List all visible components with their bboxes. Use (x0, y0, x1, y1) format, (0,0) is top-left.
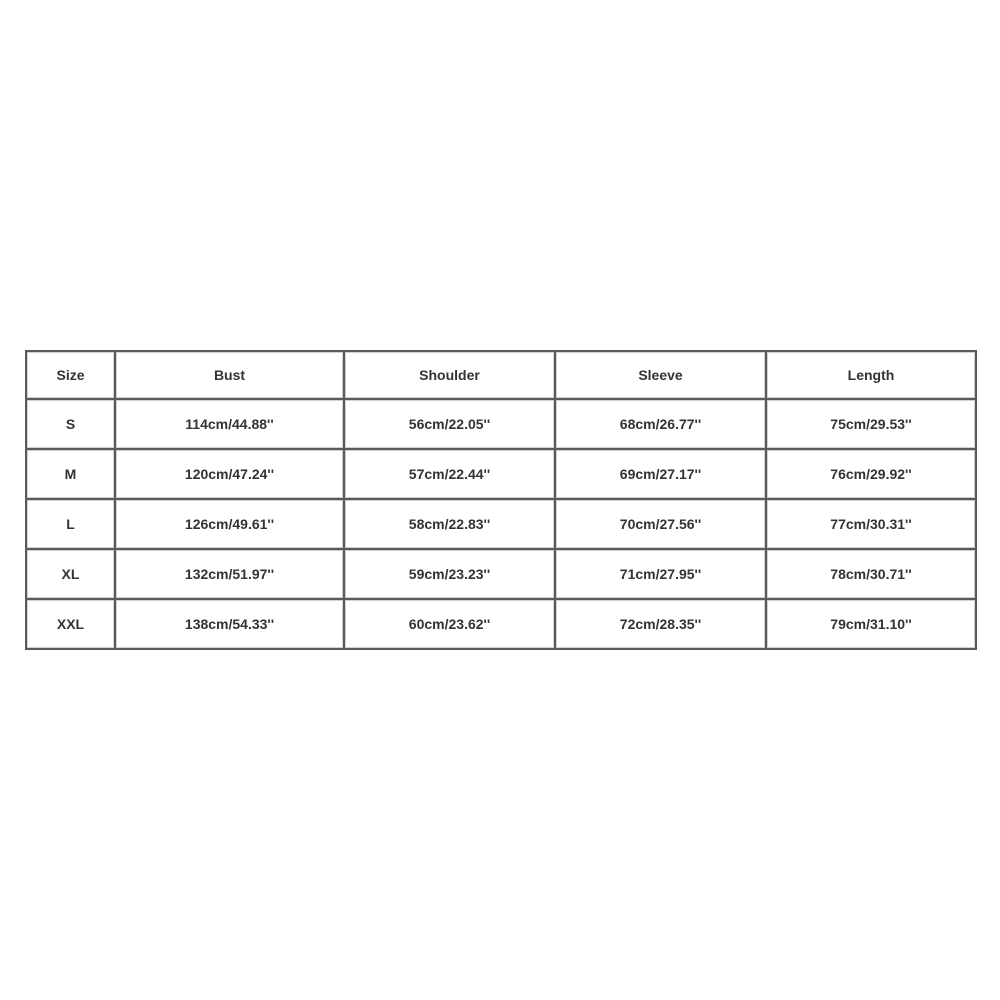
header-shoulder: Shoulder (344, 351, 555, 399)
header-bust: Bust (115, 351, 344, 399)
cell-shoulder: 60cm/23.62'' (344, 599, 555, 649)
cell-bust: 114cm/44.88'' (115, 399, 344, 449)
cell-sleeve: 68cm/26.77'' (555, 399, 766, 449)
cell-shoulder: 58cm/22.83'' (344, 499, 555, 549)
cell-size: XXL (26, 599, 115, 649)
table-row (26, 599, 976, 649)
cell-sleeve: 72cm/28.35'' (555, 599, 766, 649)
cell-length: 79cm/31.10'' (766, 599, 976, 649)
cell-sleeve: 70cm/27.56'' (555, 499, 766, 549)
size-chart-table (25, 350, 977, 650)
header-sleeve: Sleeve (555, 351, 766, 399)
cell-size: L (26, 499, 115, 549)
table-row (26, 499, 976, 549)
cell-sleeve: 71cm/27.95'' (555, 549, 766, 599)
cell-size: XL (26, 549, 115, 599)
cell-length: 76cm/29.92'' (766, 449, 976, 499)
header-size: Size (26, 351, 115, 399)
cell-length: 77cm/30.31'' (766, 499, 976, 549)
cell-bust: 126cm/49.61'' (115, 499, 344, 549)
cell-size: S (26, 399, 115, 449)
cell-size: M (26, 449, 115, 499)
cell-shoulder: 56cm/22.05'' (344, 399, 555, 449)
cell-shoulder: 59cm/23.23'' (344, 549, 555, 599)
cell-bust: 120cm/47.24'' (115, 449, 344, 499)
table-header-row (26, 351, 976, 399)
table-row (26, 399, 976, 449)
header-length: Length (766, 351, 976, 399)
cell-length: 75cm/29.53'' (766, 399, 976, 449)
cell-bust: 138cm/54.33'' (115, 599, 344, 649)
cell-sleeve: 69cm/27.17'' (555, 449, 766, 499)
cell-length: 78cm/30.71'' (766, 549, 976, 599)
table-row (26, 549, 976, 599)
cell-bust: 132cm/51.97'' (115, 549, 344, 599)
table-row (26, 449, 976, 499)
cell-shoulder: 57cm/22.44'' (344, 449, 555, 499)
